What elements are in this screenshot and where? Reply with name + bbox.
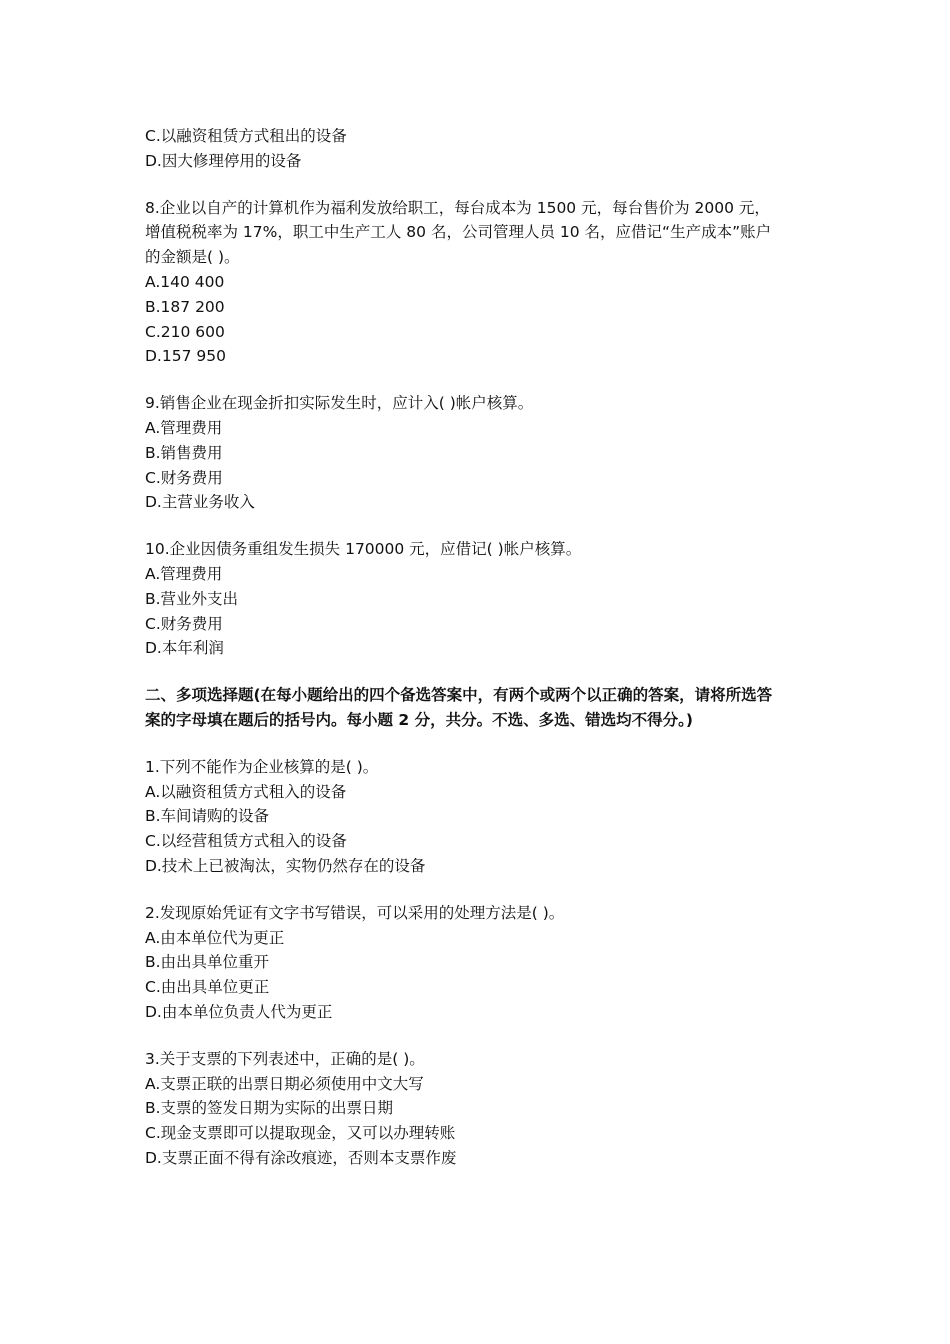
option-d: D.本年利润 <box>145 639 224 658</box>
option-c: C.以经营租赁方式租入的设备 <box>145 832 347 851</box>
question-stem: 3.关于支票的下列表述中，正确的是( )。 <box>145 1049 425 1068</box>
option-c: C.210 600 <box>145 322 225 341</box>
question-stem: 8.企业以自产的计算机作为福利发放给职工，每台成本为 1500 元，每台售价为 2000 元， <box>145 198 770 217</box>
question-stem: 10.企业因债务重组发生损失 170000 元，应借记( )帐户核算。 <box>145 540 582 559</box>
option-c: C.财务费用 <box>145 614 223 633</box>
question-stem: 9.销售企业在现金折扣实际发生时，应计入( )帐户核算。 <box>145 394 534 413</box>
option-b: B.车间请购的设备 <box>145 807 270 826</box>
spacer <box>145 174 815 196</box>
multi-question-2 <box>145 901 815 1025</box>
option-d: D.主营业务收入 <box>145 493 255 512</box>
question-stem: 2.发现原始凭证有文字书写错误，可以采用的处理方法是( )。 <box>145 903 565 922</box>
option-c: C.由出具单位更正 <box>145 978 270 997</box>
option-b: B.由出具单位重开 <box>145 953 270 972</box>
question-stem: 1.下列不能作为企业核算的是( )。 <box>145 757 379 776</box>
option-d: D.157 950 <box>145 347 226 366</box>
multi-question-3 <box>145 1047 815 1171</box>
option-a: A.140 400 <box>145 272 225 291</box>
option-c: C.以融资租赁方式租出的设备 <box>145 127 347 145</box>
spacer <box>145 661 815 683</box>
question-8 <box>145 196 815 370</box>
section-heading-line: 二、多项选择题(在每小题给出的四个备选答案中，有两个或两个以正确的答案，请将所选答 <box>145 686 773 705</box>
option-a: A.支票正联的出票日期必须使用中文大写 <box>145 1074 424 1093</box>
question-stem: 的金额是( )。 <box>145 248 240 267</box>
spacer <box>145 515 815 537</box>
option-b: B.187 200 <box>145 297 225 316</box>
option-d: D.技术上已被淘汰，实物仍然存在的设备 <box>145 856 426 875</box>
option-c: C.财务费用 <box>145 468 223 487</box>
option-a: A.管理费用 <box>145 418 223 437</box>
option-d: D.支票正面不得有涂改痕迹，否则本支票作废 <box>145 1148 457 1167</box>
section-heading-line: 案的字母填在题后的括号内。每小题 2 分，共分。不选、多选、错选均不得分。) <box>145 710 693 729</box>
spacer <box>145 369 815 391</box>
option-b: B.销售费用 <box>145 443 223 462</box>
option-d: D.由本单位负责人代为更正 <box>145 1002 333 1021</box>
spacer <box>145 879 815 901</box>
option-a: A.由本单位代为更正 <box>145 928 285 947</box>
spacer <box>145 733 815 755</box>
option-a: A.管理费用 <box>145 564 223 583</box>
question-10 <box>145 537 815 661</box>
multi-question-1 <box>145 755 815 879</box>
option-b: B.营业外支出 <box>145 589 239 608</box>
question-stem: 增值税税率为 17%，职工中生产工人 80 名，公司管理人员 10 名，应借记“生产成本”账户 <box>145 223 772 242</box>
document-content <box>145 124 815 1171</box>
option-d: D.因大修理停用的设备 <box>145 151 302 170</box>
spacer <box>145 1025 815 1047</box>
question-9 <box>145 391 815 515</box>
section-heading <box>145 683 815 733</box>
option-c: C.现金支票即可以提取现金，又可以办理转账 <box>145 1124 456 1143</box>
option-a: A.以融资租赁方式租入的设备 <box>145 782 347 801</box>
option-b: B.支票的签发日期为实际的出票日期 <box>145 1099 394 1118</box>
